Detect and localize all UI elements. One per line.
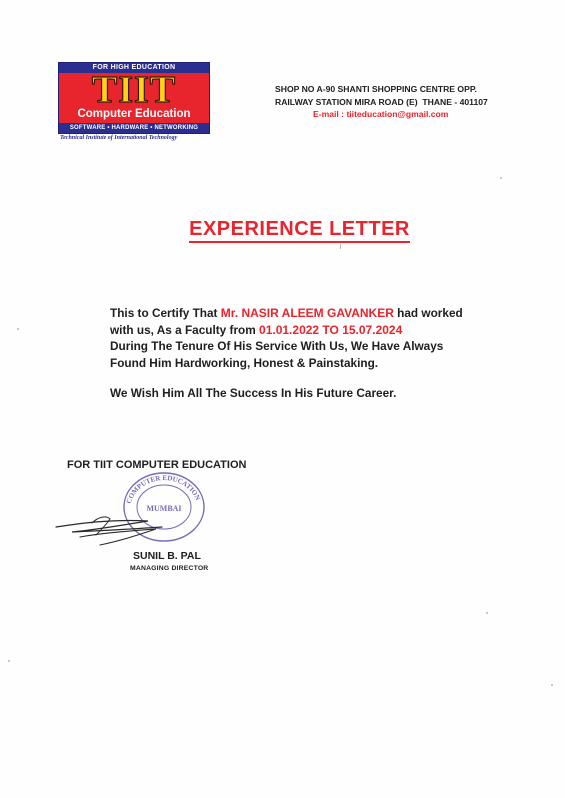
stamp-arc-text: COMPUTER EDUCATION bbox=[124, 473, 202, 505]
employee-name: Mr. NASIR ALEEM GAVANKER bbox=[220, 306, 394, 320]
handwritten-signature bbox=[52, 505, 182, 550]
logo-top-band: FOR HIGH EDUCATION bbox=[59, 63, 209, 73]
body-line-3: During The Tenure Of His Service With Us, We Have Always bbox=[110, 339, 444, 353]
email-address: tiiteducation@gmail.com bbox=[346, 109, 449, 119]
scan-speck bbox=[8, 660, 10, 662]
scan-speck bbox=[551, 684, 553, 686]
email-line bbox=[313, 108, 545, 121]
letter-body bbox=[110, 305, 550, 402]
body-line-4: Found Him Hardworking, Honest & Painstaking. bbox=[110, 355, 379, 370]
letter-title-text: EXPERIENCE LETTER bbox=[189, 218, 410, 243]
tiit-logo bbox=[58, 62, 210, 145]
logo-subtitle: Computer Education bbox=[77, 108, 191, 120]
closing-wish: We Wish Him All The Success In His Future Career. bbox=[110, 386, 397, 400]
logo-services: SOFTWARE • HARDWARE • NETWORKING bbox=[59, 123, 209, 133]
address-line-1: SHOP NO A-90 SHANTI SHOPPING CENTRE OPP. bbox=[275, 84, 477, 94]
svg-text:COMPUTER EDUCATION bbox=[125, 474, 202, 505]
for-company-line: FOR TIIT COMPUTER EDUCATION bbox=[67, 459, 247, 471]
intro-text: This to Certify That bbox=[110, 306, 221, 320]
letter-title bbox=[0, 218, 565, 241]
employment-period: 01.01.2022 TO 15.07.2024 bbox=[259, 322, 403, 337]
letterhead-address bbox=[275, 83, 545, 121]
scan-speck bbox=[486, 612, 488, 614]
logo-tagline: Technical Institute of International Technology bbox=[60, 135, 178, 141]
scan-speck bbox=[500, 177, 502, 179]
address-line-2: RAILWAY STATION MIRA ROAD (E) THANE - 401107 bbox=[275, 96, 488, 107]
logo-box bbox=[58, 62, 210, 134]
email-label: E-mail : bbox=[313, 109, 347, 119]
signer-title: MANAGING DIRECTOR bbox=[130, 565, 209, 572]
stamp-center-text: MUMBAI bbox=[146, 504, 182, 513]
signer-name: SUNIL B. PAL bbox=[133, 550, 201, 562]
body-line-1 bbox=[110, 305, 550, 322]
body-line-2 bbox=[110, 322, 550, 339]
had-worked-text: had worked bbox=[393, 306, 463, 320]
logo-brand: TIIT bbox=[91, 69, 177, 111]
scan-speck bbox=[17, 328, 19, 330]
scan-speck bbox=[340, 244, 341, 249]
faculty-text: with us, As a Faculty from bbox=[110, 322, 260, 337]
